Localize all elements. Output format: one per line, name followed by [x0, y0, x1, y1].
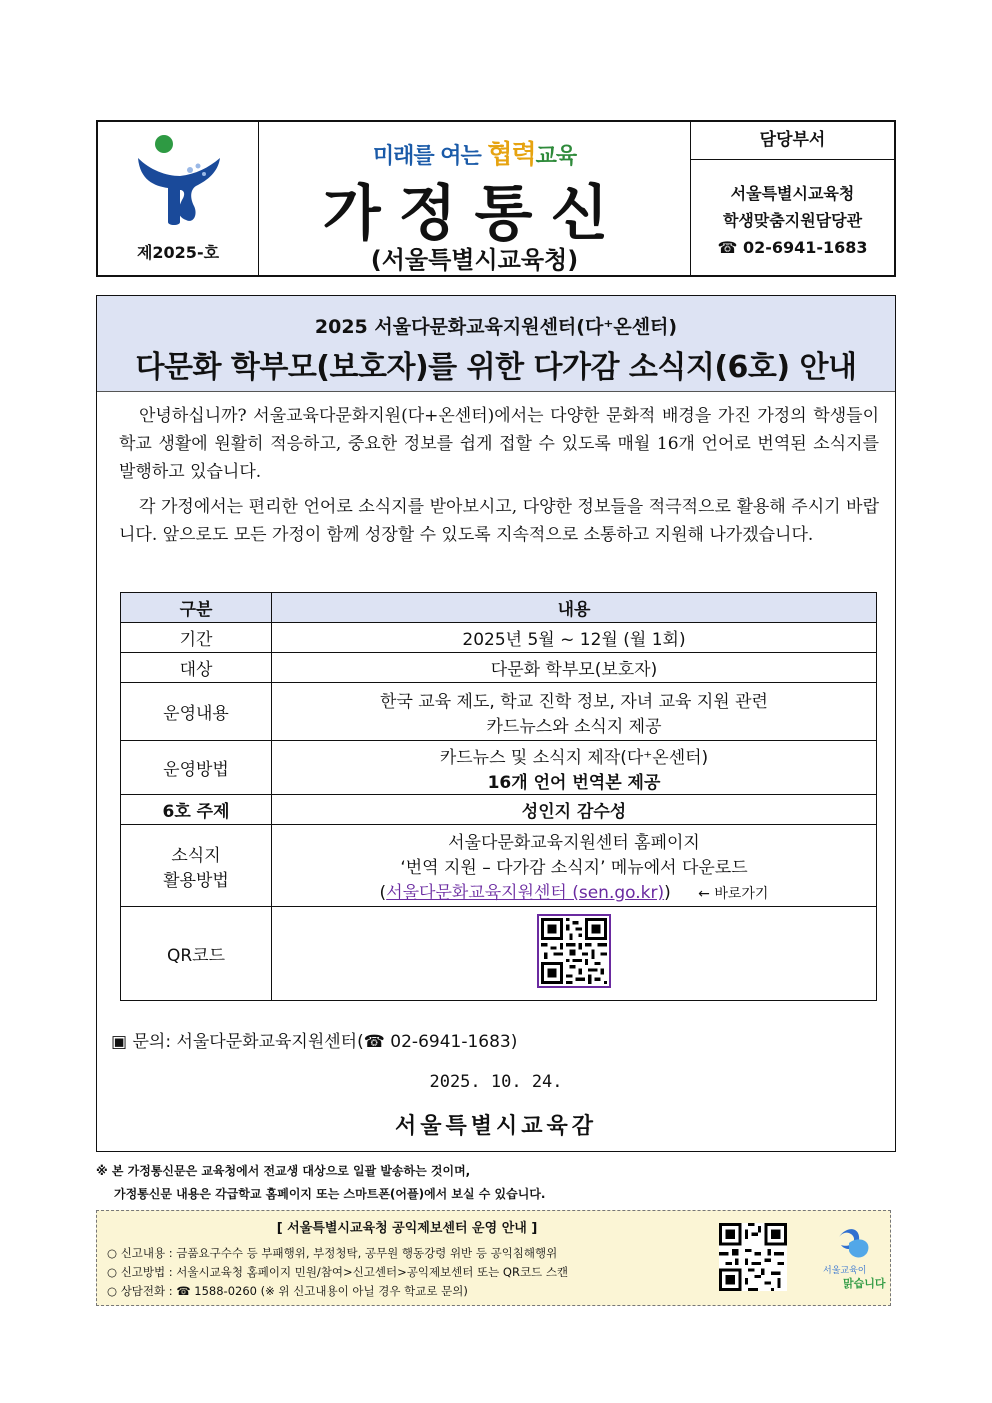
content-line1: 한국 교육 제도, 학교 진학 정보, 자녀 교육 지원 관련 [380, 691, 768, 712]
usage-line1: 서울다문화교육지원센터 홈페이지 [448, 833, 700, 853]
inquiry-bullet: ▣ [111, 1032, 128, 1052]
whistleblower-line1: ○ 신고내용 : 금품요구수수 등 부패행위, 부정청탁, 공무원 행동강령 위반 등 공익침해행위 [107, 1246, 558, 1260]
target-label: 대상 [121, 653, 272, 683]
usage-paren-close: ) [664, 883, 671, 903]
signature: 서울특별시교육감 [394, 1114, 598, 1139]
method-value [272, 741, 877, 795]
table-header-content: 내용 [272, 593, 877, 623]
usage-label-line1: 소식지 [171, 845, 221, 866]
info-table [120, 592, 877, 1001]
method-line2: 16개 언어 번역본 제공 [487, 772, 661, 793]
table-row-content [121, 683, 877, 741]
content-value [272, 683, 877, 741]
table-header-category: 구분 [121, 593, 272, 623]
logo-text-line2: 맑습니다 [843, 1277, 886, 1290]
theme-value: 성인지 감수성 [272, 795, 877, 825]
letter-header [96, 120, 896, 277]
phone-number: 02-6941-1683 [742, 238, 868, 257]
clean-seoul-education-logo [819, 1221, 889, 1297]
whistleblower-box [96, 1210, 891, 1306]
table-row-qr [121, 907, 877, 1001]
target-value: 다문화 학부모(보호자) [272, 653, 877, 683]
intro-paragraph-1: 안녕하십니까? 서울교육다문화지원(다+온센터)에서는 다양한 문화적 배경을 가진 가정의 학생들이 학교 생활에 원활히 적응하고, 중요한 정보를 쉽게 접할 수 있도록 매월 16개 언어로 번역된 소식지를 발행하고 있습니다. [119, 406, 879, 482]
footnote-line2: 가정통신문 내용은 각급학교 홈페이지 또는 스마트폰(어플)에서 보실 수 있습니다. [114, 1187, 546, 1201]
department-name1: 서울특별시교육청 [730, 184, 855, 203]
inquiry-text: 문의: 서울다문화교육지원센터(☎ 02-6941-1683) [132, 1032, 518, 1052]
table-header-row [121, 593, 877, 623]
notice-subheading: 2025 서울다문화교육지원센터(다⁺온센터) [314, 316, 678, 338]
notice-heading: 다문화 학부모(보호자)를 위한 다가감 소식지(6호) 안내 [135, 350, 857, 385]
table-row-period [121, 623, 877, 653]
page-title: 가정통신 [322, 179, 627, 249]
content-line2: 카드뉴스와 소식지 제공 [486, 716, 662, 737]
usage-line3 [272, 878, 876, 903]
slogan-part1: 미래를 여는 [372, 144, 488, 169]
qr-code-icon[interactable] [537, 914, 611, 988]
whistleblower-line2: ○ 신고방법 : 서울시교육청 홈페이지 민원/참여>신고센터>공익제보센터 또는 QR코드 스캔 [107, 1265, 569, 1279]
slogan-highlight: 협력 [487, 140, 536, 170]
issue-number: 제2025-호 [136, 243, 220, 262]
phone-icon: ☎ [717, 238, 738, 257]
intro-paragraph-2: 각 가정에서는 편리한 언어로 소식지를 받아보시고, 다양한 정보들을 적극적으로 활용해 주시기 바랍니다. 앞으로도 모든 가정이 함께 성장할 수 있도록 지속적으로 소통하고 지원해 나가겠습니다. [119, 497, 879, 545]
usage-paren-open: ( [379, 883, 387, 903]
theme-label: 6호 주제 [121, 795, 272, 825]
slogan-part2: 교육 [535, 144, 577, 169]
department-info [691, 160, 894, 261]
department-cell [690, 122, 894, 275]
method-line1: 카드뉴스 및 소식지 제작(다⁺온센터) [439, 747, 709, 768]
department-label: 담당부서 [691, 122, 894, 160]
method-label: 운영방법 [121, 741, 272, 795]
qr-cell [272, 907, 877, 1001]
logo-text-line1: 서울교육이 [823, 1266, 867, 1276]
whistleblower-line3: ○ 상담전화 : ☎ 1588-0260 (※ 위 신고내용이 아닐 경우 학교로 문의) [107, 1284, 468, 1298]
usage-label [121, 825, 272, 907]
usage-label-line2: 활용방법 [163, 870, 229, 891]
qr-label: QR코드 [121, 907, 272, 1001]
period-label: 기간 [121, 623, 272, 653]
issue-date: 2025. 10. 24. [429, 1072, 563, 1092]
usage-value [272, 825, 877, 907]
whistleblower-title: [ 서울특별시교육청 공익제보센터 운영 안내 ] [276, 1221, 538, 1236]
period-value: 2025년 5월 ~ 12월 (월 1회) [272, 623, 877, 653]
department-phone [691, 234, 894, 261]
table-row-usage [121, 825, 877, 907]
report-qr-code-icon[interactable] [719, 1223, 787, 1291]
footnote-line1: ※ 본 가정통신문은 교육청에서 전교생 대상으로 일괄 발송하는 것이며, [96, 1164, 471, 1178]
inquiry-line [111, 1027, 517, 1052]
content-label: 운영내용 [121, 683, 272, 741]
usage-line2: ‘번역 지원 – 다가감 소식지’ 메뉴에서 다운로드 [400, 858, 748, 878]
page-subtitle: (서울특별시교육청) [370, 246, 579, 274]
department-name2: 학생맞춤지원담당관 [722, 211, 863, 230]
table-row-theme [121, 795, 877, 825]
shortcut-arrow-label: ← 바로가기 [698, 886, 769, 902]
center-homepage-link[interactable]: 서울다문화교육지원센터 (sen.go.kr) [386, 883, 665, 903]
seoul-education-logo-icon [130, 134, 230, 230]
table-row-target [121, 653, 877, 683]
emblem-cell [98, 122, 259, 275]
footnote [96, 1160, 896, 1206]
notice-box [96, 295, 896, 1152]
notice-title-band [97, 296, 895, 392]
table-row-method [121, 741, 877, 795]
